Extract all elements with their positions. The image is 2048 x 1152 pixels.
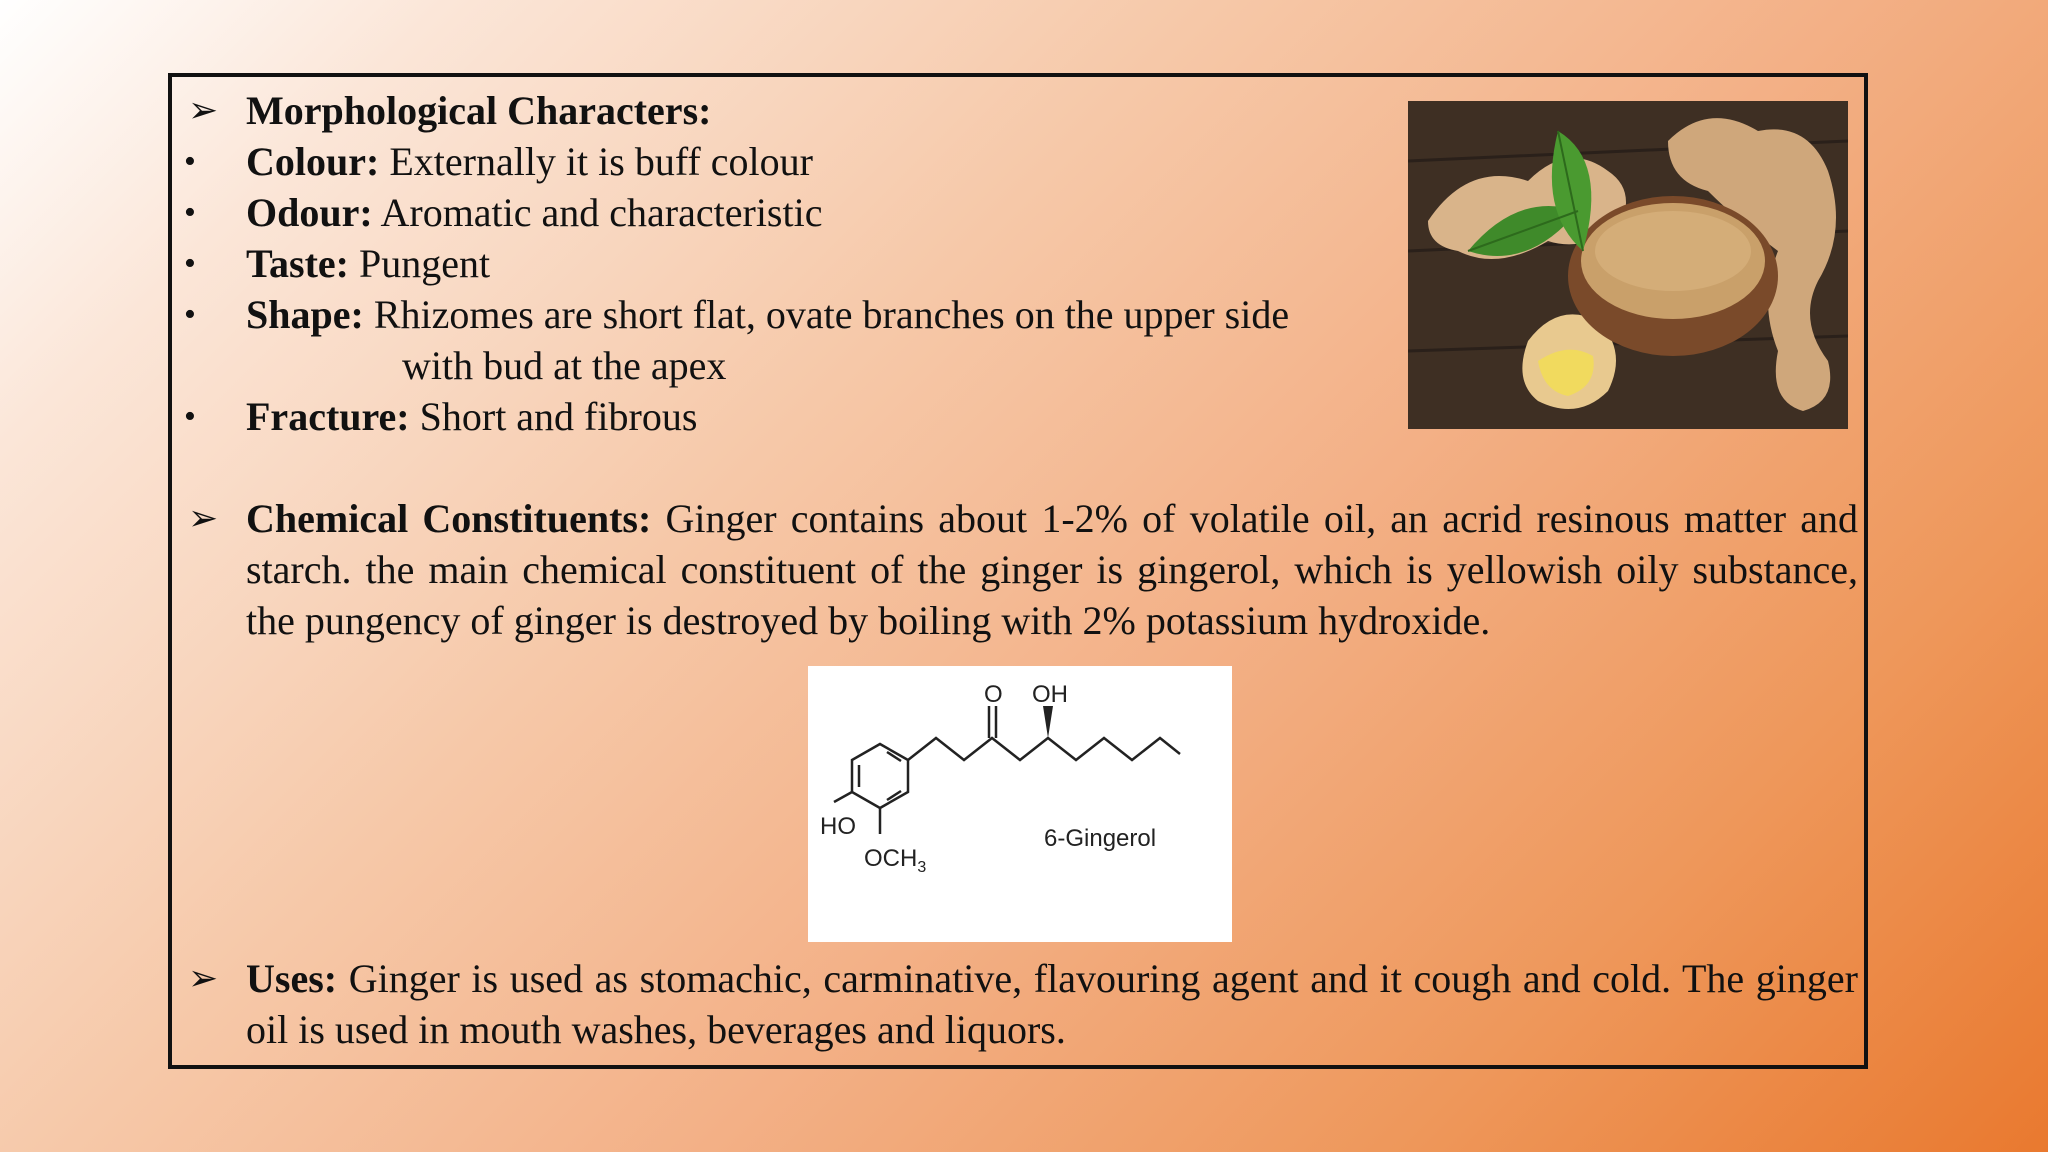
ginger-illustration bbox=[1408, 101, 1848, 429]
atom-och3 bbox=[864, 845, 926, 876]
list-item-continuation: with bud at the apex bbox=[402, 343, 727, 388]
bullet-icon: • bbox=[184, 296, 196, 333]
item-label: Shape: bbox=[246, 292, 364, 337]
gingerol-structure-diagram bbox=[808, 666, 1232, 942]
item-text: Aromatic and characteristic bbox=[380, 190, 823, 235]
arrow-marker-icon: ➢ bbox=[188, 90, 219, 130]
atom-o: O bbox=[984, 681, 1003, 708]
item-label: Taste: bbox=[246, 241, 349, 286]
atom-och3-subscript: 3 bbox=[917, 859, 927, 876]
atom-och3-main: OCH bbox=[864, 845, 918, 872]
chemical-text: Ginger contains about 1-2% of volatile oil, an acrid resinous matter and starch. the main chemical constituent of the ginger is gingerol, which is yellowish oily substance, the pungency of ginger is destroyed by boiling with 2% potassium hydroxide. bbox=[246, 496, 1859, 643]
uses-label: Uses: bbox=[246, 956, 338, 1001]
bullet-icon: • bbox=[184, 245, 196, 282]
bullet-icon: • bbox=[184, 398, 196, 435]
item-text: Externally it is buff colour bbox=[389, 139, 813, 184]
item-text: Pungent bbox=[358, 241, 491, 286]
atom-ho: HO bbox=[820, 813, 856, 840]
item-label: Colour: bbox=[246, 139, 380, 184]
chemical-label: Chemical Constituents: bbox=[246, 496, 652, 541]
bullet-icon: • bbox=[184, 143, 196, 180]
uses-paragraph bbox=[246, 953, 1858, 1055]
chemical-paragraph bbox=[246, 493, 1858, 646]
uses-text: Ginger is used as stomachic, carminative, flavouring agent and it cough and cold. The ginger oil is used in mouth washes, beverages and liquors. bbox=[246, 956, 1858, 1052]
item-text: Rhizomes are short flat, ovate branches on the upper side bbox=[373, 292, 1290, 337]
item-text: Short and fibrous bbox=[419, 394, 698, 439]
item-label: Odour: bbox=[246, 190, 373, 235]
item-label: Fracture: bbox=[246, 394, 410, 439]
arrow-marker-icon: ➢ bbox=[188, 958, 219, 998]
bullet-icon: • bbox=[184, 194, 196, 231]
content-frame bbox=[168, 73, 1868, 1069]
atom-oh: OH bbox=[1032, 681, 1068, 708]
ginger-photo bbox=[1408, 101, 1848, 429]
gingerol-structure-image bbox=[808, 666, 1232, 942]
arrow-marker-icon: ➢ bbox=[188, 498, 219, 538]
molecule-name: 6-Gingerol bbox=[1044, 825, 1157, 852]
morphology-heading: Morphological Characters: bbox=[246, 88, 712, 133]
